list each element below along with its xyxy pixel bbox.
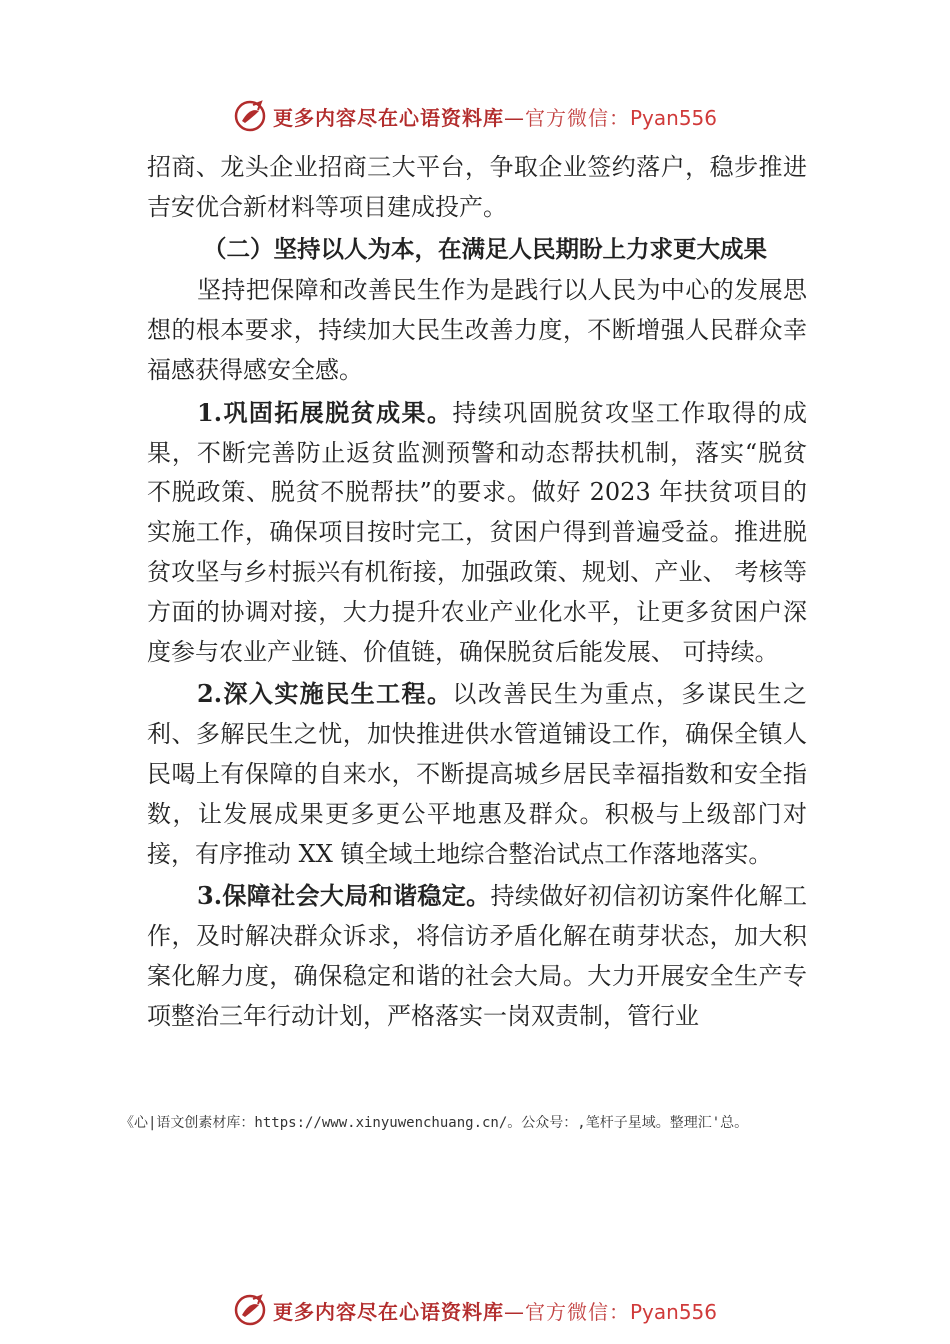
item-lead-2: 2.深入实施民生工程。 — [197, 679, 453, 709]
item-text-3: 持续做好初信初访案件化解工作，及时解决群众诉求，将信访矛盾化解在萌芽状态，加大积案化解力度，确保稳定和谐的社会大局。大力开展安全生产专项整治三年行动计划，严格落实一岗双责制，管行业 — [147, 882, 807, 1030]
footer-banner — [0, 1288, 950, 1332]
item-lead-3: 3.保障社会大局和谐稳定。 — [197, 881, 491, 911]
brand-logo-icon — [233, 99, 267, 133]
document-body — [147, 148, 807, 1039]
banner-wechat-id: Pyan556 — [629, 1299, 717, 1324]
source-footer: 《心|语文创素材库：https://www.xinyuwenchuang.cn/。公众号：,笔杆子星域。整理汇'总。 — [120, 1115, 749, 1131]
banner-wechat-id: Pyan556 — [629, 105, 717, 130]
brand-logo-icon — [233, 1293, 267, 1327]
banner-main-text: 更多内容尽在心语资料库 — [272, 1299, 504, 1324]
header-banner — [0, 94, 950, 138]
item-paragraph-3 — [147, 876, 807, 1036]
intro-paragraph: 坚持把保障和改善民生作为是践行以人民为中心的发展思想的根本要求，持续加大民生改善力度，不断增强人民群众幸福感获得感安全感。 — [147, 276, 807, 384]
item-text-1: 持续巩固脱贫攻坚工作取得的成果，不断完善防止返贫监测预警和动态帮扶机制，落实“脱贫不脱政策、脱贫不脱帮扶”的要求。做好 2023 年扶贫项目的实施工作，确保项目按时完工，贫困户得到普遍受益。推进脱贫攻坚与乡村振兴有机衔接，加强政策、规划、产业、 考核等方面的协调对接，大力提升农业产业化水平，让更多贫困户深度参与农业产业链、价值链，确保脱贫后能发展、 可持续。 — [147, 398, 807, 666]
banner-separator: — — [503, 105, 525, 130]
continued-paragraph: 招商、龙头企业招商三大平台，争取企业签约落户，稳步推进吉安优合新材料等项目建成投产。 — [147, 153, 807, 221]
item-lead-1: 1.巩固拓展脱贫成果。 — [197, 397, 453, 427]
item-paragraph-1 — [147, 393, 807, 673]
banner-wechat-label: 官方微信： — [524, 1299, 630, 1324]
item-paragraph-2 — [147, 674, 807, 874]
item-text-2: 以改善民生为重点，多谋民生之利、多解民生之忧，加快推进供水管道铺设工作，确保全镇人民喝上有保障的自来水，不断提高城乡居民幸福指数和安全指数，让发展成果更多更公平地惠及群众。积极与上级部门对接，有序推动 XX 镇全域土地综合整治试点工作落地落实。 — [147, 680, 807, 868]
banner-main-text: 更多内容尽在心语资料库 — [272, 105, 504, 130]
section-heading: （二）坚持以人为本，在满足人民期盼上力求更大成果 — [203, 234, 767, 263]
banner-separator: — — [503, 1299, 525, 1324]
banner-wechat-label: 官方微信： — [524, 105, 630, 130]
